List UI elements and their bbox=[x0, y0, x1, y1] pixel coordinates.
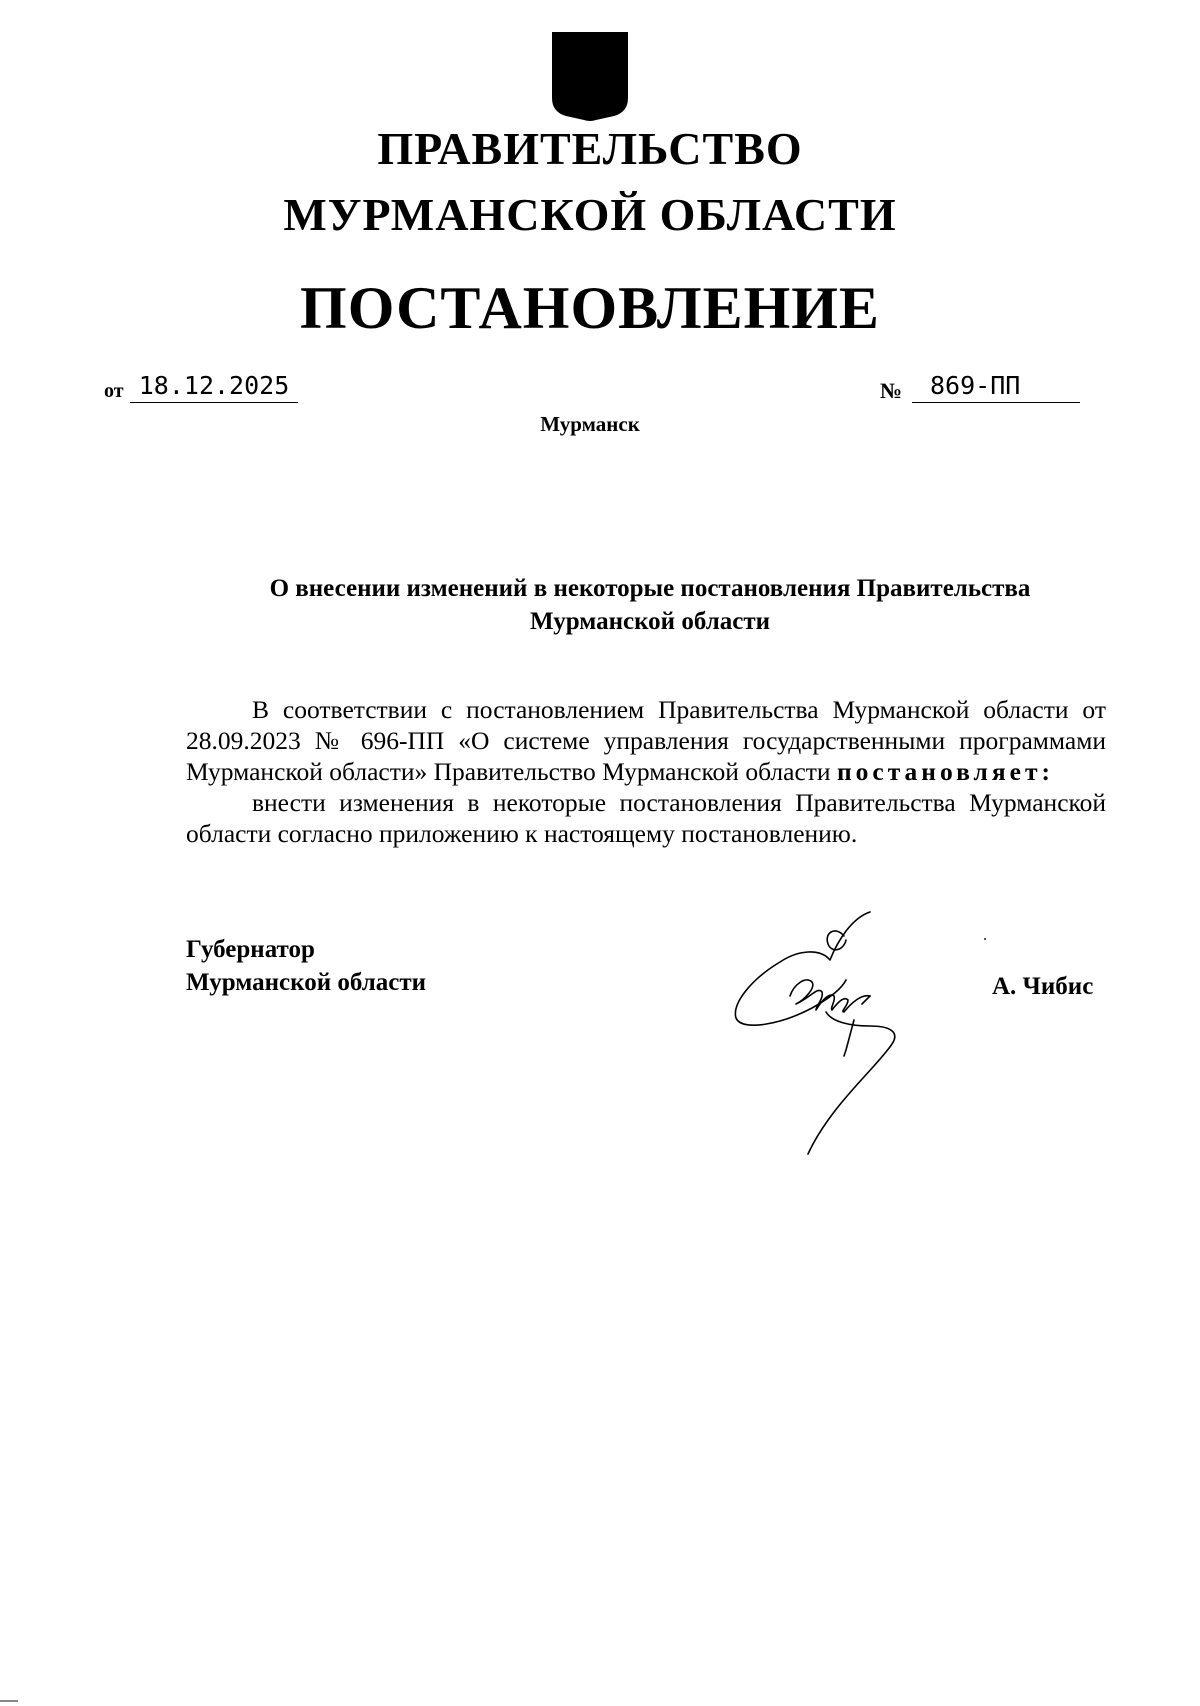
document-number: 869-ПП bbox=[912, 370, 1080, 403]
scan-speck bbox=[984, 938, 986, 940]
signer-position-line2: Мурманской области bbox=[186, 969, 427, 996]
signer-position bbox=[186, 933, 426, 999]
organization-name-line1: ПРАВИТЕЛЬСТВО bbox=[377, 123, 803, 174]
scan-edge-mark bbox=[0, 1700, 18, 1702]
number-label: № bbox=[880, 378, 903, 403]
resolves-word: постановляет: bbox=[836, 757, 1054, 786]
date-label: от bbox=[104, 380, 124, 402]
document-title-line2: Мурманской области bbox=[529, 608, 771, 635]
handwritten-signature-icon bbox=[720, 900, 940, 1160]
document-body bbox=[186, 694, 1106, 849]
preamble-text: В соответствии с постановлением Правительства Мурманской области от 28.09.2023 № 696-ПП «О системе управления государственными программами Мурманской области» Правительство Мурманской области bbox=[186, 695, 1106, 786]
document-title bbox=[200, 572, 1100, 638]
preamble-paragraph bbox=[186, 694, 1106, 787]
document-type-heading: ПОСТАНОВЛЕНИЕ bbox=[300, 275, 880, 341]
coat-of-arms-icon bbox=[548, 28, 632, 124]
signer-name: А. Чибис bbox=[992, 973, 1094, 1000]
document-title-line1: О внесении изменений в некоторые постановления Правительства bbox=[269, 575, 1031, 602]
operative-paragraph: внести изменения в некоторые постановления Правительства Мурманской области согласно приложению к настоящему постановлению. bbox=[186, 788, 1106, 848]
document-date: 18.12.2025 bbox=[130, 370, 298, 403]
issue-city: Мурманск bbox=[540, 412, 640, 436]
signer-position-line1: Губернатор bbox=[186, 936, 315, 963]
organization-name-line2: МУРМАНСКОЙ ОБЛАСТИ bbox=[283, 189, 897, 240]
